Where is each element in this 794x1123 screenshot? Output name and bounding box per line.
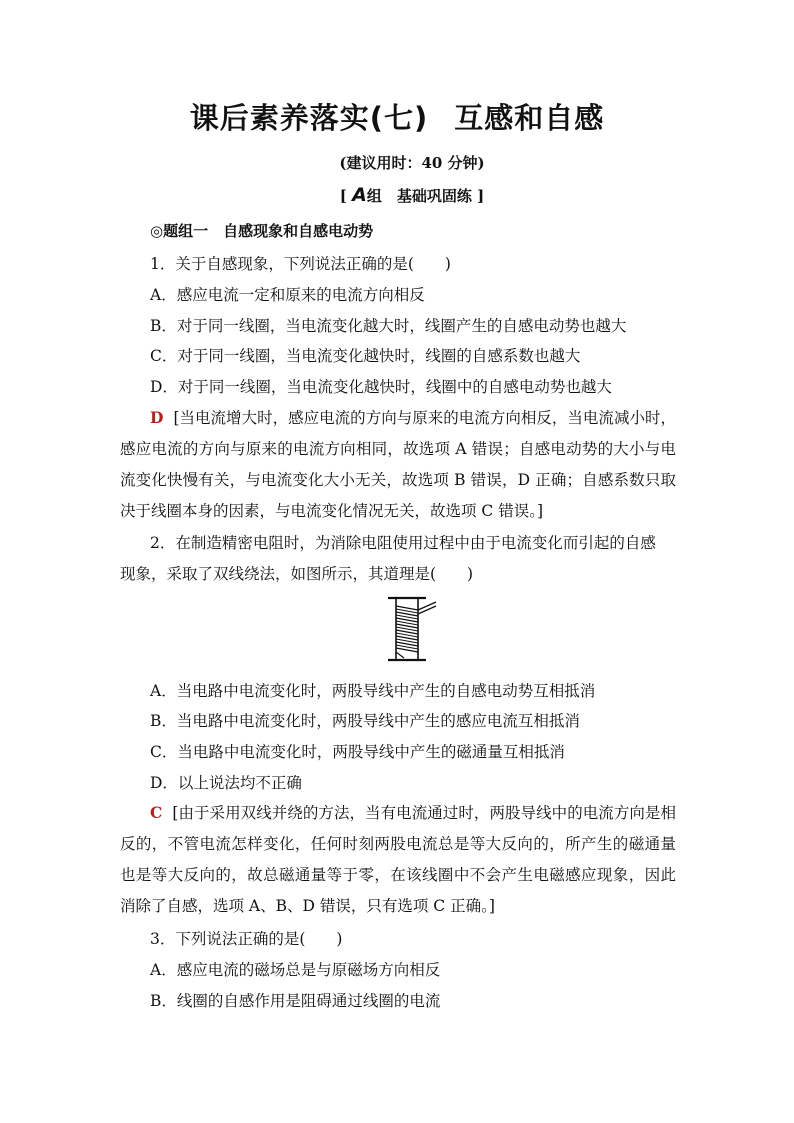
coil-lead-wire-2 (418, 606, 436, 614)
section-heading: ◎题组一 自感现象和自感电动势 (150, 222, 374, 240)
coil-bottom-lead (396, 652, 404, 658)
group-close-bracket: ] (477, 187, 485, 205)
q2-option-c: C．当电路中电流变化时，两股导线中产生的磁通量互相抵消 (150, 743, 565, 761)
q2-stem-line2: 现象，采取了双线绕法，如图所示，其道理是( ) (120, 565, 474, 583)
title-sub: 互感和自感 (454, 101, 605, 135)
q1-option-c: C．对于同一线圈，当电流变化越快时，线圈的自感系数也越大 (150, 347, 581, 365)
q1-explanation: [当电流增大时，感应电流的方向与原来的电流方向相反，当电流减小时，感应电流的方向与原来的电流方向相同，故选项 A 错误；自感电动势的大小与电流变化快慢有关，与电流变化大小无关，故选项 B 错误，D 正确；自感系数只取决于线圈本身的因素，与电流变化情况无关，故选项 C 错误。] (120, 409, 676, 520)
page-title (0, 96, 794, 137)
q2-explanation: [由于采用双线并绕的方法，当有电流通过时，两股导线中的电流方向是相反的，不管电流怎样变化，任何时刻两股电流总是等大反向的，所产生的磁通量也是等大反向的，故总磁通量等于零，在该线圈中不会产生电磁感应现象，因此消除了自感，选项 A、B、D 错误，只有选项 C 正确。] (120, 804, 676, 915)
group-header (0, 184, 794, 206)
q2-option-b: B．当电路中电流变化时，两股导线中产生的感应电流互相抵消 (150, 712, 580, 730)
group-open-bracket: [ (339, 187, 347, 205)
q2-answer-explanation (120, 797, 676, 922)
q2-option-a: A．当电路中电流变化时，两股导线中产生的自感电动势互相抵消 (150, 682, 596, 700)
q2-answer: C (150, 803, 163, 822)
q1-option-a: A．感应电流一定和原来的电流方向相反 (150, 286, 425, 304)
group-letter: A (352, 184, 367, 206)
q2-option-d: D．以上说法均不正确 (150, 774, 302, 792)
group-label: 组 基础巩固练 (366, 187, 472, 205)
q3-stem: 3．下列说法正确的是( ) (150, 930, 343, 948)
coil-windings (396, 606, 418, 652)
time-hint: (建议用时：40 分钟) (339, 154, 485, 172)
q1-option-d: D．对于同一线圈，当电流变化越快时，线圈中的自感电动势也越大 (150, 378, 612, 396)
q1-answer-explanation (120, 402, 676, 527)
q1-answer: D (150, 408, 164, 427)
q3-option-b: B．线圈的自感作用是阻碍通过线圈的电流 (150, 992, 441, 1010)
title-main: 课后素养落实(七) (189, 101, 429, 135)
q3-option-a: A．感应电流的磁场总是与原磁场方向相反 (150, 961, 441, 979)
q2-stem-line1: 2．在制造精密电阻时，为消除电阻使用过程中由于电流变化而引起的自感 (150, 534, 656, 552)
coil-lead-wire-1 (418, 602, 436, 610)
double-wound-coil-figure (380, 592, 440, 666)
q1-option-b: B．对于同一线圈，当电流变化越大时，线圈产生的自感电动势也越大 (150, 317, 627, 335)
q1-stem: 1．关于自感现象，下列说法正确的是( ) (150, 255, 451, 273)
